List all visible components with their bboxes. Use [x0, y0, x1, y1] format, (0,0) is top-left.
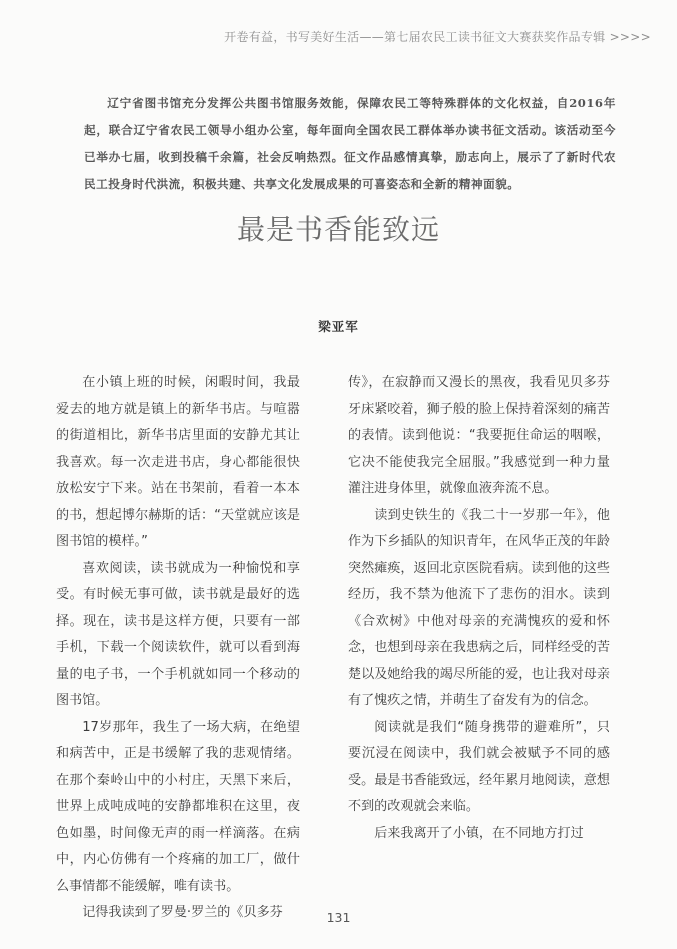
article-title: 最是书香能致远: [236, 213, 440, 246]
running-header: 开卷有益，书写美好生活——第七届农民工读书征文大赛获奖作品专辑 >>>>: [224, 30, 651, 44]
body-paragraph: 传》，在寂静而又漫长的黑夜，我看见贝多芬牙床紧咬着，狮子般的脸上保持着深刻的痛苦的表情。读到他说：“我要扼住命运的咽喉，它决不能使我完全屈服。”我感觉到一种力量灌注进身体里，就像血液奔流不息。: [348, 375, 610, 496]
body-paragraph: 在小镇上班的时候，闲暇时间，我最爱去的地方就是镇上的新华书店。与喧嚣的街道相比，新华书店里面的安静尤其让我喜欢。每一次走进书店，身心都能很快放松安宁下来。站在书架前，看着一本本的书，想起博尔赫斯的话：“天堂就应该是图书馆的模样。”: [56, 375, 300, 549]
body-paragraph: 记得我读到了罗曼·罗兰的《贝多芬: [82, 905, 283, 920]
body-paragraph: 喜欢阅读，读书就成为一种愉悦和享受。有时候无事可做，读书就是最好的选择。现在，读书是这样方便，只要有一部手机，下载一个阅读软件，就可以看到海量的电子书，一个手机就如同一个移动的图书馆。: [56, 560, 300, 708]
intro-paragraph: 辽宁省图书馆充分发挥公共图书馆服务效能，保障农民工等特殊群体的文化权益，自2016年起，联合辽宁省农民工领导小组办公室，每年面向全国农民工群体举办读书征文活动。该活动至今已举办七届，收到投稿千余篇，社会反响热烈。征文作品感情真挚，励志向上，展示了了新时代农民工投身时代洪流，积极共建、共享文化发展成果的可喜姿态和全新的精神面貌。: [84, 96, 616, 191]
left-column: [56, 370, 300, 927]
article-author: 梁亚军: [318, 319, 359, 334]
body-paragraph: 17岁那年，我生了一场大病，在绝望和病苦中，正是书缓解了我的悲观情绪。在那个秦岭山中的小村庄，天黑下来后，世界上成吨成吨的安静都堆积在这里，夜色如墨，时间像无声的雨一样滴落。在病中，内心仿佛有一个疼痛的加工厂，做什么事情都不能缓解，唯有读书。: [56, 719, 300, 894]
right-column: [348, 370, 610, 847]
body-paragraph: 后来我离开了小镇，在不同地方打过: [374, 825, 584, 841]
page-number: 131: [326, 910, 351, 925]
editorial-intro: [84, 90, 616, 198]
body-paragraph: 阅读就是我们“随身携带的避难所”，只要沉浸在阅读中，我们就会被赋予不同的感受。最是书香能致远，经年累月地阅读，意想不到的改观就会来临。: [348, 719, 610, 814]
body-paragraph: 读到史铁生的《我二十一岁那一年》，他作为下乡插队的知识青年，在风华正茂的年龄突然瘫痪，返回北京医院看病。读到他的这些经历，我不禁为他流下了悲伤的泪水。读到《合欢树》中他对母亲的充满愧疚的爱和怀念，也想到母亲在我患病之后，同样经受的苦楚以及她给我的竭尽所能的爱，也让我对母亲有了愧疚之情，并萌生了奋发有为的信念。: [348, 507, 610, 708]
